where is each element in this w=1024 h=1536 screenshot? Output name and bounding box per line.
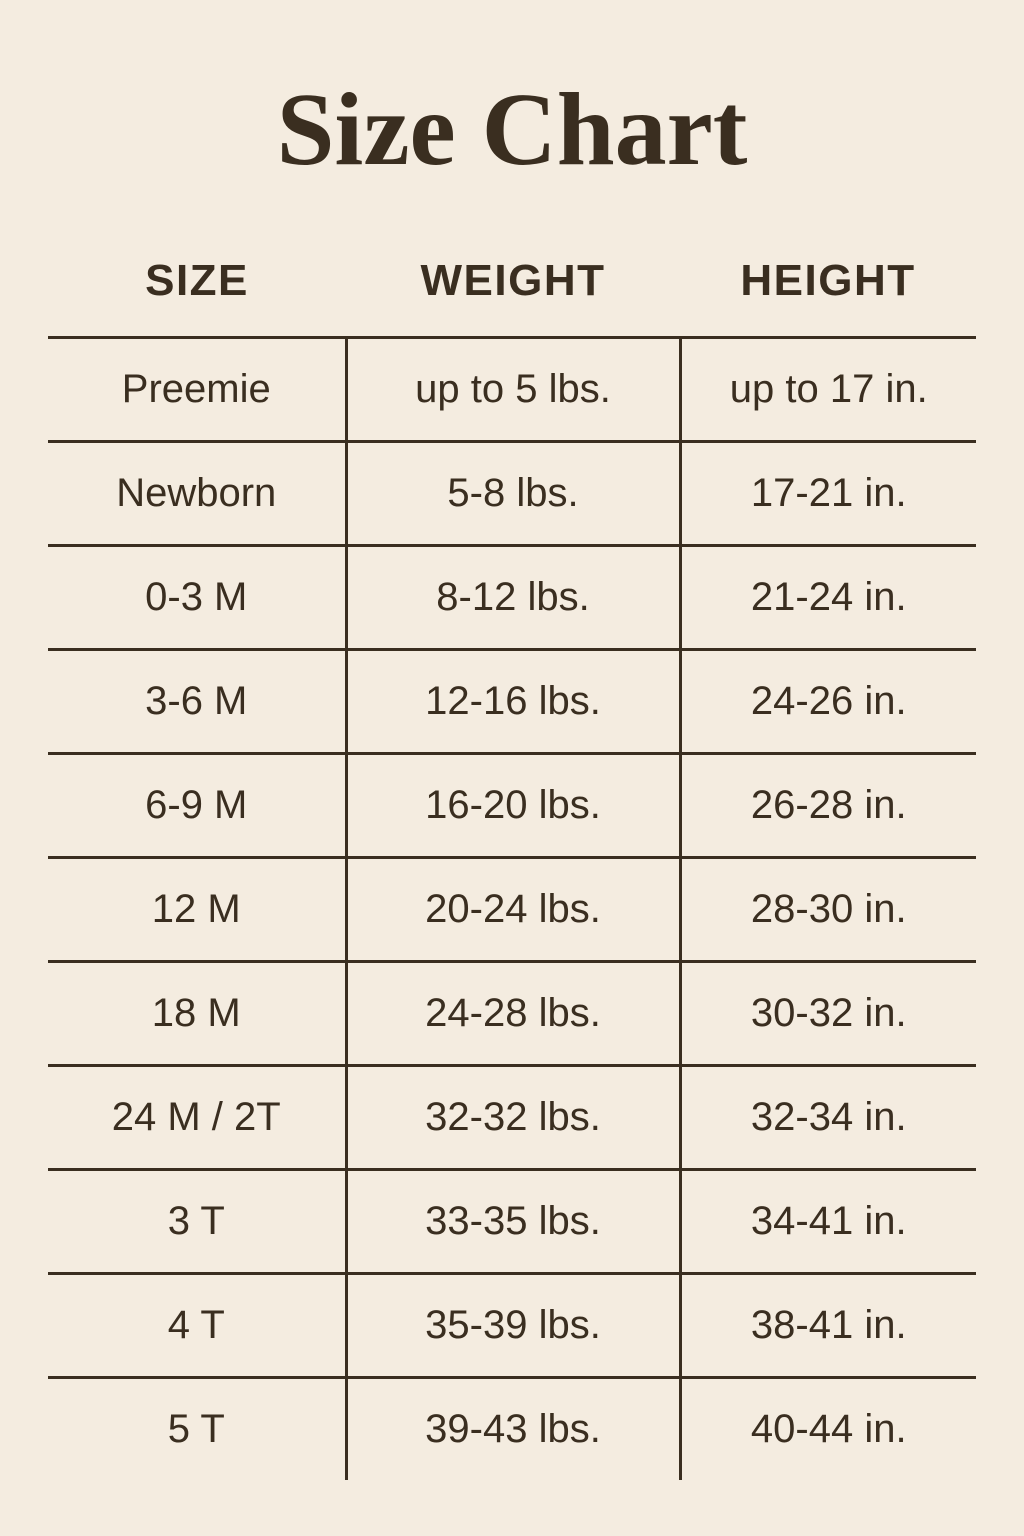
cell-weight: 5-8 lbs. [346, 442, 680, 546]
cell-height: 30-32 in. [680, 962, 976, 1066]
cell-height: 17-21 in. [680, 442, 976, 546]
cell-size: 0-3 M [48, 546, 346, 650]
cell-size: Preemie [48, 338, 346, 442]
table-row [48, 650, 976, 754]
column-header-height: HEIGHT [740, 256, 916, 305]
cell-weight: 35-39 lbs. [346, 1274, 680, 1378]
table-row [48, 338, 976, 442]
cell-height: 34-41 in. [680, 1170, 976, 1274]
cell-size: 12 M [48, 858, 346, 962]
cell-weight: up to 5 lbs. [346, 338, 680, 442]
column-header-size: SIZE [145, 256, 249, 305]
table-row [48, 858, 976, 962]
table-row [48, 1274, 976, 1378]
cell-height: 21-24 in. [680, 546, 976, 650]
cell-size: 5 T [48, 1378, 346, 1481]
cell-size: 24 M / 2T [48, 1066, 346, 1170]
cell-height: 28-30 in. [680, 858, 976, 962]
cell-height: 38-41 in. [680, 1274, 976, 1378]
cell-weight: 12-16 lbs. [346, 650, 680, 754]
cell-height: up to 17 in. [680, 338, 976, 442]
cell-weight: 24-28 lbs. [346, 962, 680, 1066]
cell-height: 32-34 in. [680, 1066, 976, 1170]
column-header-weight: WEIGHT [420, 256, 606, 305]
cell-size: 3-6 M [48, 650, 346, 754]
cell-size: 18 M [48, 962, 346, 1066]
cell-size: 6-9 M [48, 754, 346, 858]
table-row [48, 442, 976, 546]
size-chart-table [48, 256, 976, 1480]
table-body [48, 338, 976, 1481]
cell-height: 26-28 in. [680, 754, 976, 858]
table-row [48, 754, 976, 858]
cell-weight: 16-20 lbs. [346, 754, 680, 858]
cell-weight: 33-35 lbs. [346, 1170, 680, 1274]
table-row [48, 962, 976, 1066]
table-row [48, 546, 976, 650]
table-header-row [48, 256, 976, 338]
cell-size: Newborn [48, 442, 346, 546]
cell-weight: 39-43 lbs. [346, 1378, 680, 1481]
table-row [48, 1170, 976, 1274]
page-title: Size Chart [276, 72, 748, 187]
table-row [48, 1066, 976, 1170]
cell-weight: 8-12 lbs. [346, 546, 680, 650]
cell-height: 40-44 in. [680, 1378, 976, 1481]
table-row [48, 1378, 976, 1481]
cell-size: 4 T [48, 1274, 346, 1378]
cell-weight: 20-24 lbs. [346, 858, 680, 962]
table-header [48, 256, 976, 338]
cell-weight: 32-32 lbs. [346, 1066, 680, 1170]
cell-height: 24-26 in. [680, 650, 976, 754]
cell-size: 3 T [48, 1170, 346, 1274]
